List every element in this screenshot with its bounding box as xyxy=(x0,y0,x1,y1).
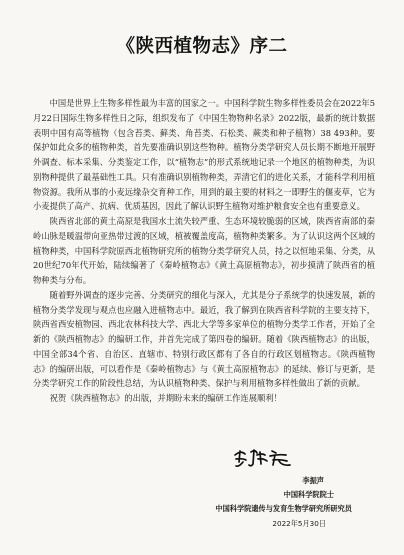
preface-title: 《陕西植物志》序二 xyxy=(116,36,288,57)
signature-block xyxy=(215,474,352,531)
author-name: 李振声 xyxy=(302,476,324,485)
paragraph-1: 中国是世界上生物多样性最为丰富的国家之一。中国科学院生物多样性委员会在2022年5月22日国际生物多样性日之际，组织发布了《中国生物物种名录》2022版，最新的统计数据表明中国有高等植物（包含苔类、藓类、角苔类、石松类、蕨类和种子植物）38 493种。要保护如此众多的植物种类，首先要准确识别这些物种。植物分类学研究人员长期不断地开展野外调查、标本采集、分类鉴定工作，以“植物志”的形式系统地记录一个地区的植物种类，为识别物种提供了最基础性工具。只有准确识别植物种类，弄清它们的进化关系，才能科学利用植物资源。我所从事的小麦远缘杂交育种工作，用到的最主要的材料之一即野生的偃麦草，它为小麦提供了高产、抗病、优质基因，因此了解认识野生植物对维护粮食安全也有重要意义。 xyxy=(33,98,375,212)
preface-body xyxy=(33,96,375,406)
handwritten-signature xyxy=(232,446,296,470)
paragraph-4: 祝贺《陕西植物志》的出版，并期盼未来的编研工作连展顺利！ xyxy=(49,393,282,403)
paragraph-2: 陕西省北部的黄土高原是我国水土流失较严重、生态环境较脆弱的区域，陕西省南部的秦岭山脉是暖温带向亚热带过渡的区域，植被覆盖度高，植物种类繁多。为了认识这两个区域的植物种类，中国科学院原西北植物研究所的植物分类学研究人员，持之以恒地采集、分类，从20世纪70年代开始，陆续编著了《秦岭植物志》《黄土高原植物志》，初步摸清了陕西省的植物种类与分布。 xyxy=(33,216,375,285)
signature-date: 2022年5月30日 xyxy=(272,518,326,528)
author-title: 中国科学院院士 xyxy=(283,490,334,500)
author-institution: 中国科学院遗传与发育生物学研究所研究员 xyxy=(215,504,352,514)
paragraph-3: 随着野外调查的逐步完善、分类研究的细化与深入，尤其是分子系统学的快速发展，新的植物分类学发现与观点也应融入进植物志中。最近，我了解到在陕西省科学院的主要支持下，陕西省西安植物园、西北农林科技大学、西北大学等多家单位的植物分类学工作者，开始了全新的《陕西植物志》的编研工作，并首先完成了第四卷的编研。随着《陕西植物志》的出版，中国全部34个省、自治区、直辖市、特别行政区都有了各自的行政区划植物志。《陕西植物志》的编研出版，可以看作是《秦岭植物志》与《黄土高原植物志》的延续、修订与更新，是分类学研究工作的阶段性总结，为认识植物种类、保护与利用植物多样性做出了新的贡献。 xyxy=(33,289,375,389)
